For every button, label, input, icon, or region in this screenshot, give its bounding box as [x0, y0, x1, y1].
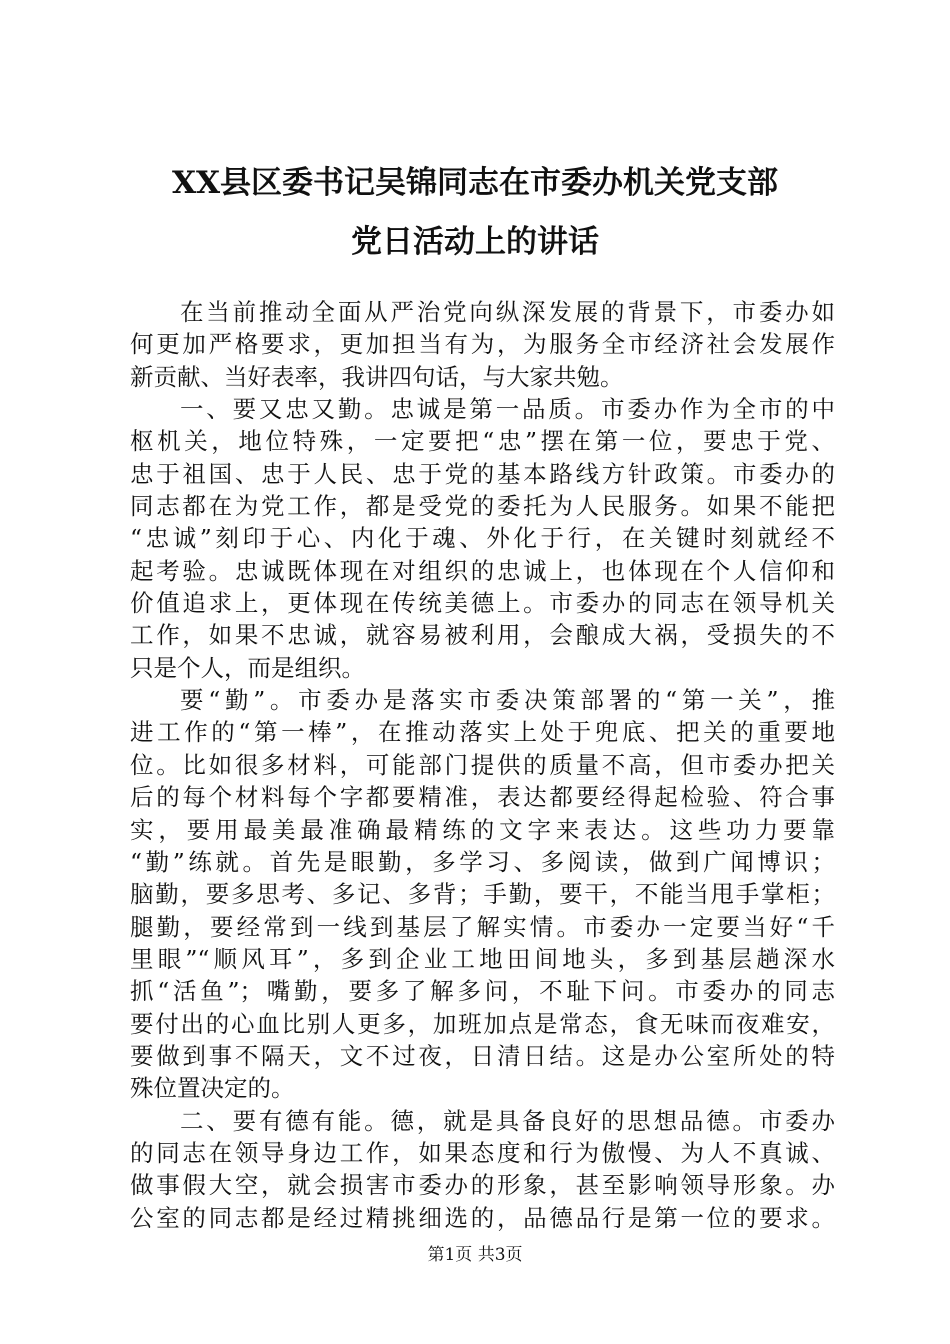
document-body — [130, 296, 835, 1234]
text-line: 要做到事不隔天，文不过夜，日清日结。这是办公室所处的特 — [130, 1041, 835, 1070]
text-line: 在当前推动全面从严治党向纵深发展的背景下，市委办如 — [180, 298, 835, 326]
text-line: 枢机关，地位特殊，一定要把“忠”摆在第一位，要忠于党、 — [130, 427, 835, 456]
text-line: 进工作的“第一棒”，在推动落实上处于兜底、把关的重要地 — [130, 718, 835, 747]
text-line: 价值追求上，更体现在传统美德上。市委办的同志在领导机关 — [130, 589, 835, 618]
text-line: 新贡献、当好表率，我讲四句话，与大家共勉。 — [130, 362, 624, 391]
text-line: 要“勤”。市委办是落实市委决策部署的“第一关”，推 — [180, 686, 835, 715]
text-line: 只是个人，而是组织。 — [130, 653, 365, 682]
text-line: 一、要又忠又勤。忠诚是第一品质。市委办作为全市的中 — [180, 395, 835, 424]
text-line: 同志都在为党工作，都是受党的委托为人民服务。如果不能把 — [130, 492, 835, 521]
text-line: 起考验。忠诚既体现在对组织的忠诚上，也体现在个人信仰和 — [130, 556, 835, 585]
text-line: 公室的同志都是经过精挑细选的，品德品行是第一位的要求。 — [130, 1203, 835, 1232]
text-line: 后的每个材料每个字都要精准，表达都要经得起检验、符合事 — [130, 783, 835, 812]
text-line: 要付出的心血比别人更多，加班加点是常态，食无味而夜难安， — [130, 1009, 835, 1038]
text-line: 位。比如很多材料，可能部门提供的质量不高，但市委办把关 — [130, 750, 835, 779]
text-line: “勤”练就。首先是眼勤，多学习、多阅读，做到广闻博识； — [130, 847, 835, 876]
text-line: “忠诚”刻印于心、内化于魂、外化于行，在关键时刻就经不 — [130, 524, 835, 553]
text-line: 忠于祖国、忠于人民、忠于党的基本路线方针政策。市委办的 — [130, 459, 835, 488]
document-title-line-1: XX县区委书记吴锦同志在市委办机关党支部 — [171, 165, 779, 201]
text-line: 抓“活鱼”；嘴勤，要多了解多问，不耻下问。市委办的同志 — [130, 977, 835, 1006]
text-line: 二、要有德有能。德，就是具备良好的思想品德。市委办 — [180, 1106, 835, 1135]
text-line: 里眼”“顺风耳”，多到企业工地田间地头，多到基层趟深水 — [130, 944, 835, 973]
text-line: 脑勤，要多思考、多记、多背；手勤，要干，不能当甩手掌柜； — [130, 880, 835, 909]
text-line: 做事假大空，就会损害市委办的形象，甚至影响领导形象。办 — [130, 1171, 835, 1200]
text-line: 的同志在领导身边工作，如果态度和行为傲慢、为人不真诚、 — [130, 1138, 835, 1167]
text-line: 实，要用最美最准确最精练的文字来表达。这些功力要靠 — [130, 815, 835, 844]
text-line: 何更加严格要求，更加担当有为，为服务全市经济社会发展作 — [130, 330, 835, 359]
text-line: 工作，如果不忠诚，就容易被利用，会酿成大祸，受损失的不 — [130, 621, 835, 650]
text-line: 殊位置决定的。 — [130, 1074, 295, 1103]
page-footer: 第1页 共3页 — [427, 1245, 523, 1265]
text-line: 腿勤，要经常到一线到基层了解实情。市委办一定要当好“千 — [130, 912, 835, 941]
document-title-line-2: 党日活动上的讲话 — [351, 224, 599, 260]
